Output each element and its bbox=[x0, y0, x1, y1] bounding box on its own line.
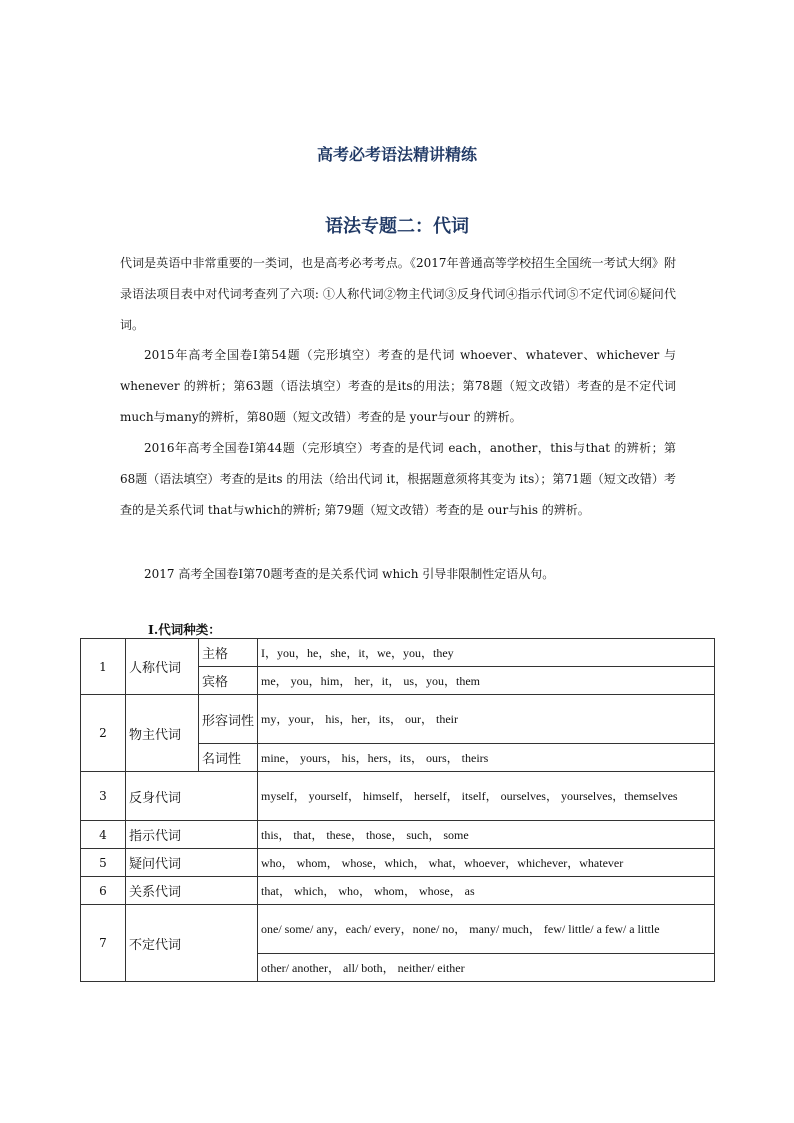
row-number: 1 bbox=[81, 639, 126, 695]
row-number: 7 bbox=[81, 905, 126, 982]
pronoun-types-table bbox=[80, 638, 715, 982]
section-heading: I.代词种类： bbox=[148, 622, 221, 637]
exam-2015-paragraph: 2015年高考全国卷Ⅰ第54题（完形填空）考查的是代词 whoever、whatever、whichever 与 whenever 的辨析；第63题（语法填空）考查的是its的用法；第78题（短文改错）考查的是不定代词 much与many的辨析，第80题（短文改错）考查的是 your与our 的辨析。 bbox=[120, 348, 676, 424]
category-cell: 疑问代词 bbox=[126, 849, 258, 877]
subcategory-cell: 主格 bbox=[199, 639, 258, 667]
words-cell: that， which， who， whom， whose， as bbox=[258, 877, 715, 905]
intro-paragraph: 代词是英语中非常重要的一类词，也是高考必考考点。《2017年普通高等学校招生全国统一考试大纲》附录语法项目表中对代词考查列了六项: ①人称代词②物主代词③反身代词④指示代词⑤不定代词⑥疑问代词。 bbox=[120, 256, 676, 332]
category-cell: 反身代词 bbox=[126, 772, 258, 821]
category-cell: 物主代词 bbox=[126, 695, 199, 772]
subcategory-cell: 名词性 bbox=[199, 744, 258, 772]
words-cell: myself， yourself， himself， herself， itself， ourselves， yourselves，themselves bbox=[258, 772, 715, 821]
row-number: 3 bbox=[81, 772, 126, 821]
words-cell: this， that， these， those， such， some bbox=[258, 821, 715, 849]
subcategory-cell: 形容词性 bbox=[199, 695, 258, 744]
category-cell: 指示代词 bbox=[126, 821, 258, 849]
table-row bbox=[81, 877, 715, 905]
row-number: 4 bbox=[81, 821, 126, 849]
category-cell: 不定代词 bbox=[126, 905, 258, 982]
exam-2016-paragraph: 2016年高考全国卷Ⅰ第44题（完形填空）考查的是代词 each，another，this与that 的辨析；第68题（语法填空）考查的是its 的用法（给出代词 it，根据题意须将其变为 its）；第71题（短文改错）考查的是关系代词 that与which的辨析; 第79题（短文改错）考查的是 our与his 的辨析。 bbox=[120, 441, 676, 517]
row-number: 2 bbox=[81, 695, 126, 772]
document-title: 高考必考语法精讲精练 bbox=[316, 145, 477, 164]
table-row bbox=[81, 849, 715, 877]
words-cell: I，you，he，she，it，we，you，they bbox=[258, 639, 715, 667]
row-number: 5 bbox=[81, 849, 126, 877]
category-cell: 人称代词 bbox=[126, 639, 199, 695]
table-row bbox=[81, 821, 715, 849]
words-cell: my，your， his，her，its， our， their bbox=[258, 695, 715, 744]
words-cell: who， whom， whose，which， what，whoever，whichever，whatever bbox=[258, 849, 715, 877]
category-cell: 关系代词 bbox=[126, 877, 258, 905]
subcategory-cell: 宾格 bbox=[199, 667, 258, 695]
document-subtitle: 语法专题二：代词 bbox=[325, 216, 469, 237]
words-cell: me， you，him， her，it， us，you，them bbox=[258, 667, 715, 695]
exam-2017-paragraph: 2017 高考全国卷Ⅰ第70题考查的是关系代词 which 引导非限制性定语从句。 bbox=[144, 567, 555, 581]
table-row bbox=[81, 772, 715, 821]
words-cell: one/ some/ any，each/ every，none/ no， many/ much， few/ little/ a few/ a little bbox=[258, 905, 715, 954]
table-row bbox=[81, 639, 715, 667]
words-cell: mine， yours， his，hers，its， ours， theirs bbox=[258, 744, 715, 772]
words-cell: other/ another， all/ both， neither/ either bbox=[258, 954, 715, 982]
row-number: 6 bbox=[81, 877, 126, 905]
table-row bbox=[81, 695, 715, 744]
table-row bbox=[81, 905, 715, 954]
